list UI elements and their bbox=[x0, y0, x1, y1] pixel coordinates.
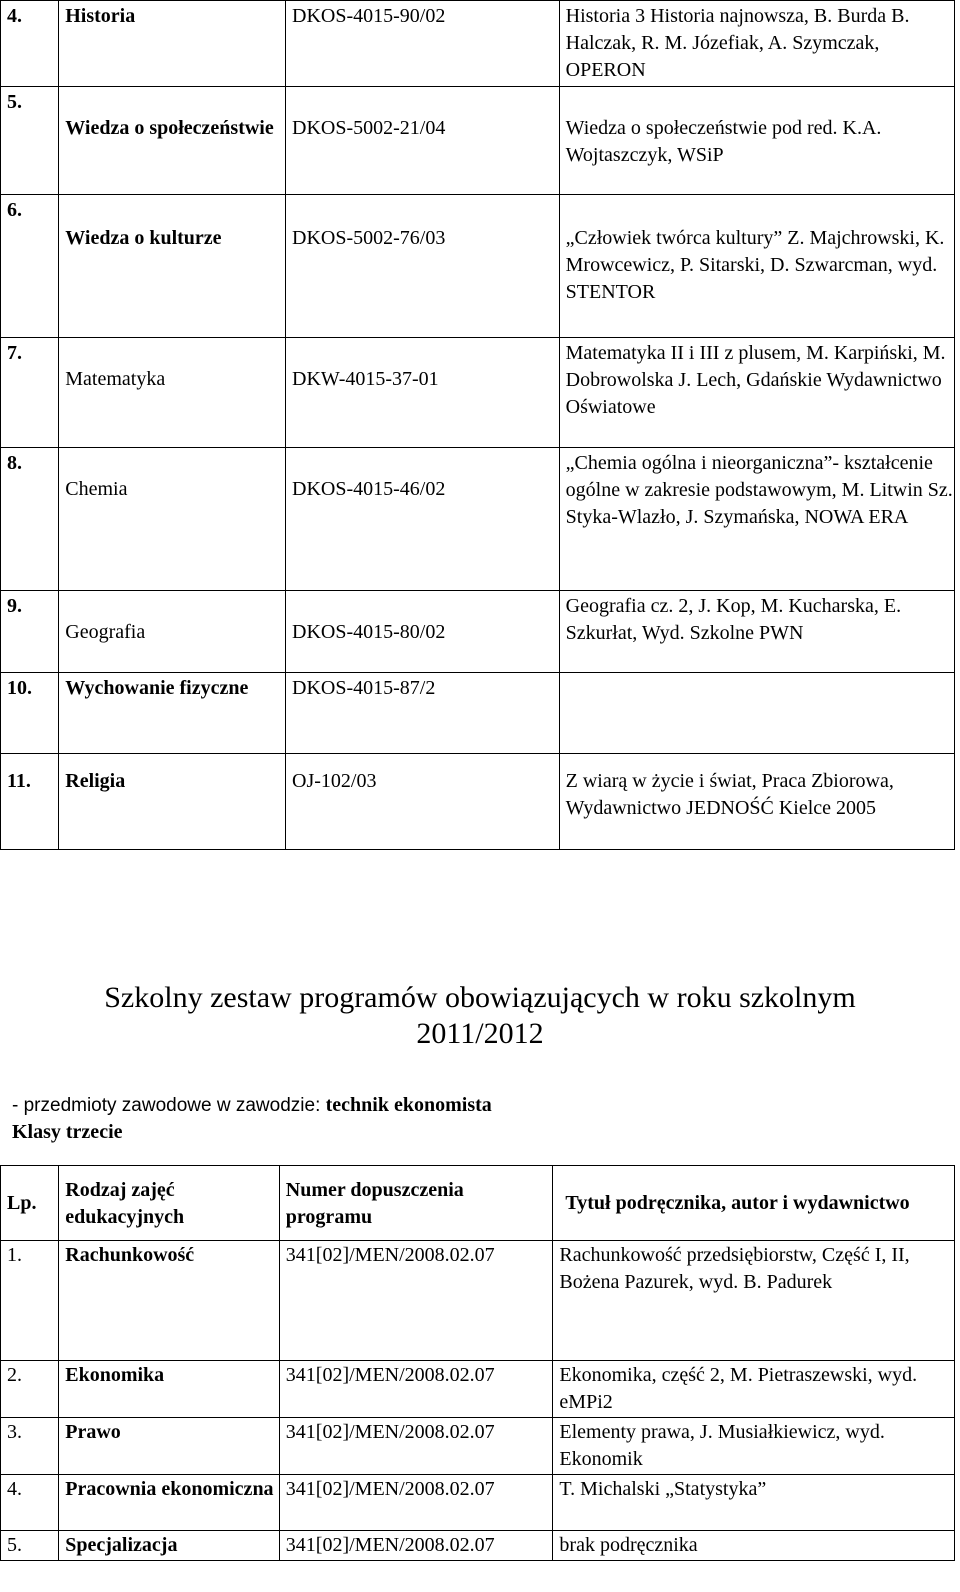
textbook-info: „Człowiek twórca kultury” Z. Majchrowski, K. Mrowcewicz, P. Sitarski, D. Szwarcman, wyd. STENTOR bbox=[559, 195, 954, 338]
profession-prefix: - przedmioty zawodowe w zawodzie: bbox=[12, 1095, 326, 1116]
textbook-info: Ekonomika, część 2, M. Pietraszewski, wyd. eMPi2 bbox=[553, 1361, 955, 1418]
subject-name: Religia bbox=[59, 754, 286, 850]
program-code: 341[02]/MEN/2008.02.07 bbox=[279, 1241, 553, 1361]
table-row bbox=[1, 1241, 955, 1361]
subject-name: Wiedza o społeczeństwie bbox=[59, 87, 286, 195]
row-number: 1. bbox=[1, 1241, 59, 1361]
textbook-info bbox=[559, 673, 954, 754]
class-level: Klasy trzecie bbox=[12, 1121, 123, 1143]
table-row bbox=[1, 1531, 955, 1561]
program-code: DKOS-4015-46/02 bbox=[286, 448, 560, 591]
section-title bbox=[0, 980, 960, 1052]
row-number: 9. bbox=[1, 591, 59, 673]
section-title-line2: 2011/2012 bbox=[416, 1017, 544, 1050]
program-code: DKOS-4015-87/2 bbox=[286, 673, 560, 754]
program-code: 341[02]/MEN/2008.02.07 bbox=[279, 1418, 553, 1475]
row-number: 4. bbox=[1, 1, 59, 87]
table-row bbox=[1, 1418, 955, 1475]
textbook-info: Wiedza o społeczeństwie pod red. K.A. Wojtaszczyk, WSiP bbox=[559, 87, 954, 195]
header-lp: Lp. bbox=[1, 1166, 59, 1241]
textbook-info: „Chemia ogólna i nieorganiczna”- kształcenie ogólne w zakresie podstawowym, M. Litwin Sz. Styka-Wlazło, J. Szymańska, NOWA ERA bbox=[559, 448, 954, 591]
row-number: 10. bbox=[1, 673, 59, 754]
section-title-line1: Szkolny zestaw programów obowiązujących w roku szkolnym bbox=[104, 981, 856, 1014]
row-number: 4. bbox=[1, 1475, 59, 1531]
row-number: 7. bbox=[1, 338, 59, 448]
row-number: 6. bbox=[1, 195, 59, 338]
subject-name: Geografia bbox=[59, 591, 286, 673]
textbook-info: Geografia cz. 2, J. Kop, M. Kucharska, E. Szkurłat, Wyd. Szkolne PWN bbox=[559, 591, 954, 673]
table-row bbox=[1, 338, 955, 448]
table-row bbox=[1, 754, 955, 850]
subject-name: Historia bbox=[59, 1, 286, 87]
program-code: DKOS-5002-21/04 bbox=[286, 87, 560, 195]
vocational-subjects-table bbox=[0, 1165, 955, 1561]
table-row bbox=[1, 591, 955, 673]
table-row bbox=[1, 673, 955, 754]
textbook-info: Historia 3 Historia najnowsza, B. Burda B. Halczak, R. M. Józefiak, A. Szymczak, OPERON bbox=[559, 1, 954, 87]
header-subject: Rodzaj zajęć edukacyjnych bbox=[59, 1166, 280, 1241]
program-code: 341[02]/MEN/2008.02.07 bbox=[279, 1531, 553, 1561]
subject-name: Wiedza o kulturze bbox=[59, 195, 286, 338]
row-number: 2. bbox=[1, 1361, 59, 1418]
subject-name: Matematyka bbox=[59, 338, 286, 448]
profession-info bbox=[12, 1092, 492, 1145]
textbook-info: Z wiarą w życie i świat, Praca Zbiorowa, Wydawnictwo JEDNOŚĆ Kielce 2005 bbox=[559, 754, 954, 850]
table-row bbox=[1, 1475, 955, 1531]
table-row bbox=[1, 87, 955, 195]
program-code: DKOS-4015-80/02 bbox=[286, 591, 560, 673]
program-code: 341[02]/MEN/2008.02.07 bbox=[279, 1361, 553, 1418]
textbook-info: Matematyka II i III z plusem, M. Karpiński, M. Dobrowolska J. Lech, Gdańskie Wydawnictwo Oświatowe bbox=[559, 338, 954, 448]
textbook-info: Rachunkowość przedsiębiorstw, Część I, II, Bożena Pazurek, wyd. B. Padurek bbox=[553, 1241, 955, 1361]
program-code: OJ-102/03 bbox=[286, 754, 560, 850]
table-row bbox=[1, 1, 955, 87]
subject-name: Chemia bbox=[59, 448, 286, 591]
table-row bbox=[1, 195, 955, 338]
row-number: 5. bbox=[1, 87, 59, 195]
subject-name: Prawo bbox=[59, 1418, 280, 1475]
program-code: DKOS-5002-76/03 bbox=[286, 195, 560, 338]
subject-name: Pracownia ekonomiczna bbox=[59, 1475, 280, 1531]
subject-name: Rachunkowość bbox=[59, 1241, 280, 1361]
textbook-info: Elementy prawa, J. Musiałkiewicz, wyd. Ekonomik bbox=[553, 1418, 955, 1475]
row-number: 11. bbox=[1, 754, 59, 850]
subject-name: Ekonomika bbox=[59, 1361, 280, 1418]
table-row bbox=[1, 1361, 955, 1418]
header-book: Tytuł podręcznika, autor i wydawnictwo bbox=[553, 1166, 955, 1241]
program-code: DKW-4015-37-01 bbox=[286, 338, 560, 448]
textbook-info: T. Michalski „Statystyka” bbox=[553, 1475, 955, 1531]
program-code: 341[02]/MEN/2008.02.07 bbox=[279, 1475, 553, 1531]
row-number: 5. bbox=[1, 1531, 59, 1561]
table-header-row bbox=[1, 1166, 955, 1241]
program-code: DKOS-4015-90/02 bbox=[286, 1, 560, 87]
header-code: Numer dopuszczenia programu bbox=[279, 1166, 553, 1241]
textbook-info: brak podręcznika bbox=[553, 1531, 955, 1561]
row-number: 3. bbox=[1, 1418, 59, 1475]
row-number: 8. bbox=[1, 448, 59, 591]
subject-name: Specjalizacja bbox=[59, 1531, 280, 1561]
subject-name: Wychowanie fizyczne bbox=[59, 673, 286, 754]
table-row bbox=[1, 448, 955, 591]
profession-name: technik ekonomista bbox=[325, 1094, 492, 1116]
